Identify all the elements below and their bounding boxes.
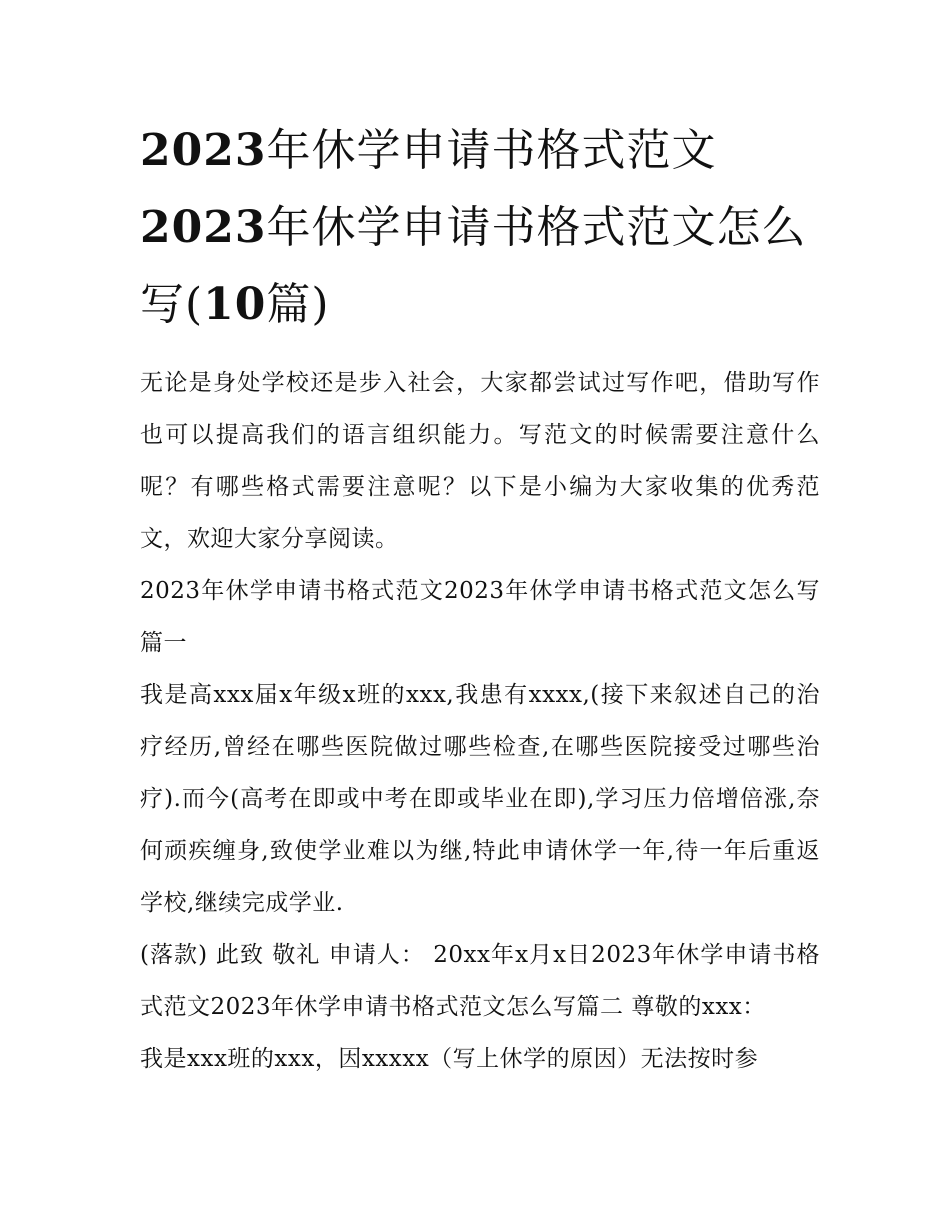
intro-paragraph: 无论是身处学校还是步入社会，大家都尝试过写作吧，借助写作也可以提高我们的语言组织能力。写范文的时候需要注意什么呢？有哪些格式需要注意呢？以下是小编为大家收集的优秀范文，欢迎大家分享阅读。 (140, 370, 820, 552)
document-page (140, 112, 820, 1085)
document-title: 2023年休学申请书格式范文2023年休学申请书格式范文怎么写(10篇) (140, 125, 807, 330)
document-body (140, 357, 820, 1085)
letter-body-1: 我是高xxx届x年级x班的xxx,我患有xxxx,(接下来叙述自己的治疗经历,曾经在哪些医院做过哪些检查,在哪些医院接受过哪些治疗).而今(高考在即或中考在即或毕业在即),学习压力倍增倍涨,奈何顽疾缠身,致使学业难以为继,特此申请休学一年,待一年后重返学校,继续完成学业. (140, 682, 820, 916)
letter-body-2: 我是xxx班的xxx，因xxxxx（写上休学的原因）无法按时参 (140, 1046, 759, 1072)
signature-and-section-2: (落款) 此致 敬礼 申请人： 20xx年x月x日2023年休学申请书格式范文2023年休学申请书格式范文怎么写篇二 尊敬的xxx： (140, 942, 820, 1020)
section-heading-1: 2023年休学申请书格式范文2023年休学申请书格式范文怎么写篇一 (140, 578, 820, 656)
